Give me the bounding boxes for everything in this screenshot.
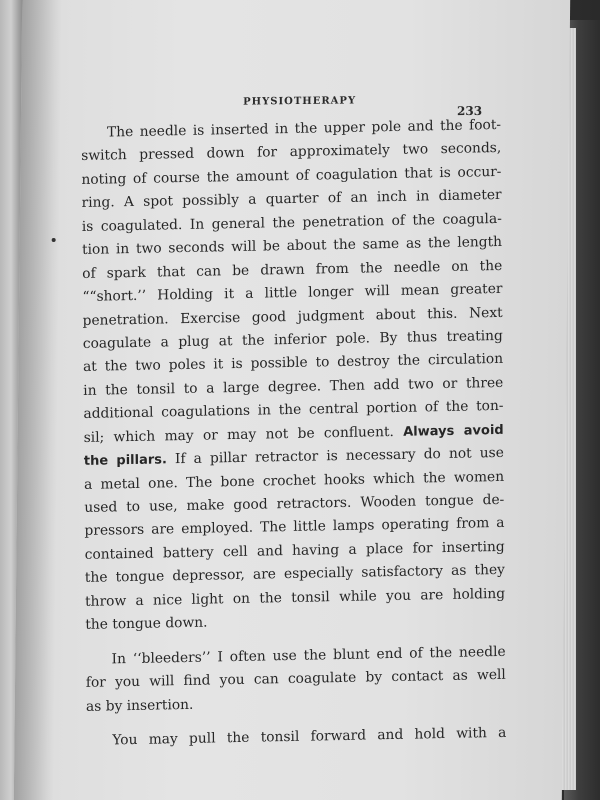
running-head: PHYSIOTHERAPY [243,95,357,108]
text-span: The needle is inserted in the upper pole and the foot- [106,116,502,141]
text-span: noting of course the amount of coagulation that is occur- [81,163,502,188]
text-span: ring. A spot possibly a quarter of an inch in diameter [81,187,502,212]
text-span: sil; which may or may not be confluent. [83,423,404,446]
text-span: additional coagulations in the central portion of the ton- [83,398,504,423]
text-span: coagulate a plug at the inferior pole. By thus treating [82,327,503,352]
text-span: is coagulated. In general the penetration of the coagula- [81,210,502,235]
body-text [81,114,507,753]
text-span: penetration. Exercise good judgment about this. Next [82,304,503,329]
gutter-shadow [14,0,62,800]
text-span: in the tonsil to a large degree. Then add two or three [83,374,504,399]
text-span: of spark that can be drawn from the needle on the [82,257,503,282]
text-span: contained battery cell and having a place for inserting [84,538,505,563]
text-span: used to use, make good retractors. Wooden tongue de- [84,491,505,516]
bold-emphasis: the pillars. [83,452,167,470]
text-span: If a pillar retractor is necessary do not use [166,445,504,468]
text-span: as by insertion. [85,696,194,715]
text-span: switch pressed down for approximately two seconds, [81,140,502,165]
text-span: at the two poles it is possible to destroy the circulation [82,351,504,376]
margin-dot [52,238,56,242]
text-span: pressors are employed. The little lamps operating from a [84,515,505,540]
text-span: throw a nice light on the tonsil while you are holding [85,585,506,610]
bold-emphasis: Always avoid [403,422,504,440]
text-span: for you will find you can coagulate by contact as well [85,666,506,691]
text-span: the tongue down. [85,614,208,634]
text-span: You may pull the tonsil forward and hold with a [112,724,507,749]
text-span: In ‘‘bleeders’’ I often use the blunt end of the needle [111,643,506,668]
text-span: ““short.’’ Holding it a little longer will mean greater [82,280,503,306]
text-span: tion in two seconds will be about the same as the length [81,234,503,259]
text-span: a metal one. The bone crochet hooks which the women [84,468,505,493]
book-page [14,0,570,800]
text-span: the tongue depressor, are especially satisfactory as they [84,562,505,587]
page-number: 233 [457,103,483,119]
